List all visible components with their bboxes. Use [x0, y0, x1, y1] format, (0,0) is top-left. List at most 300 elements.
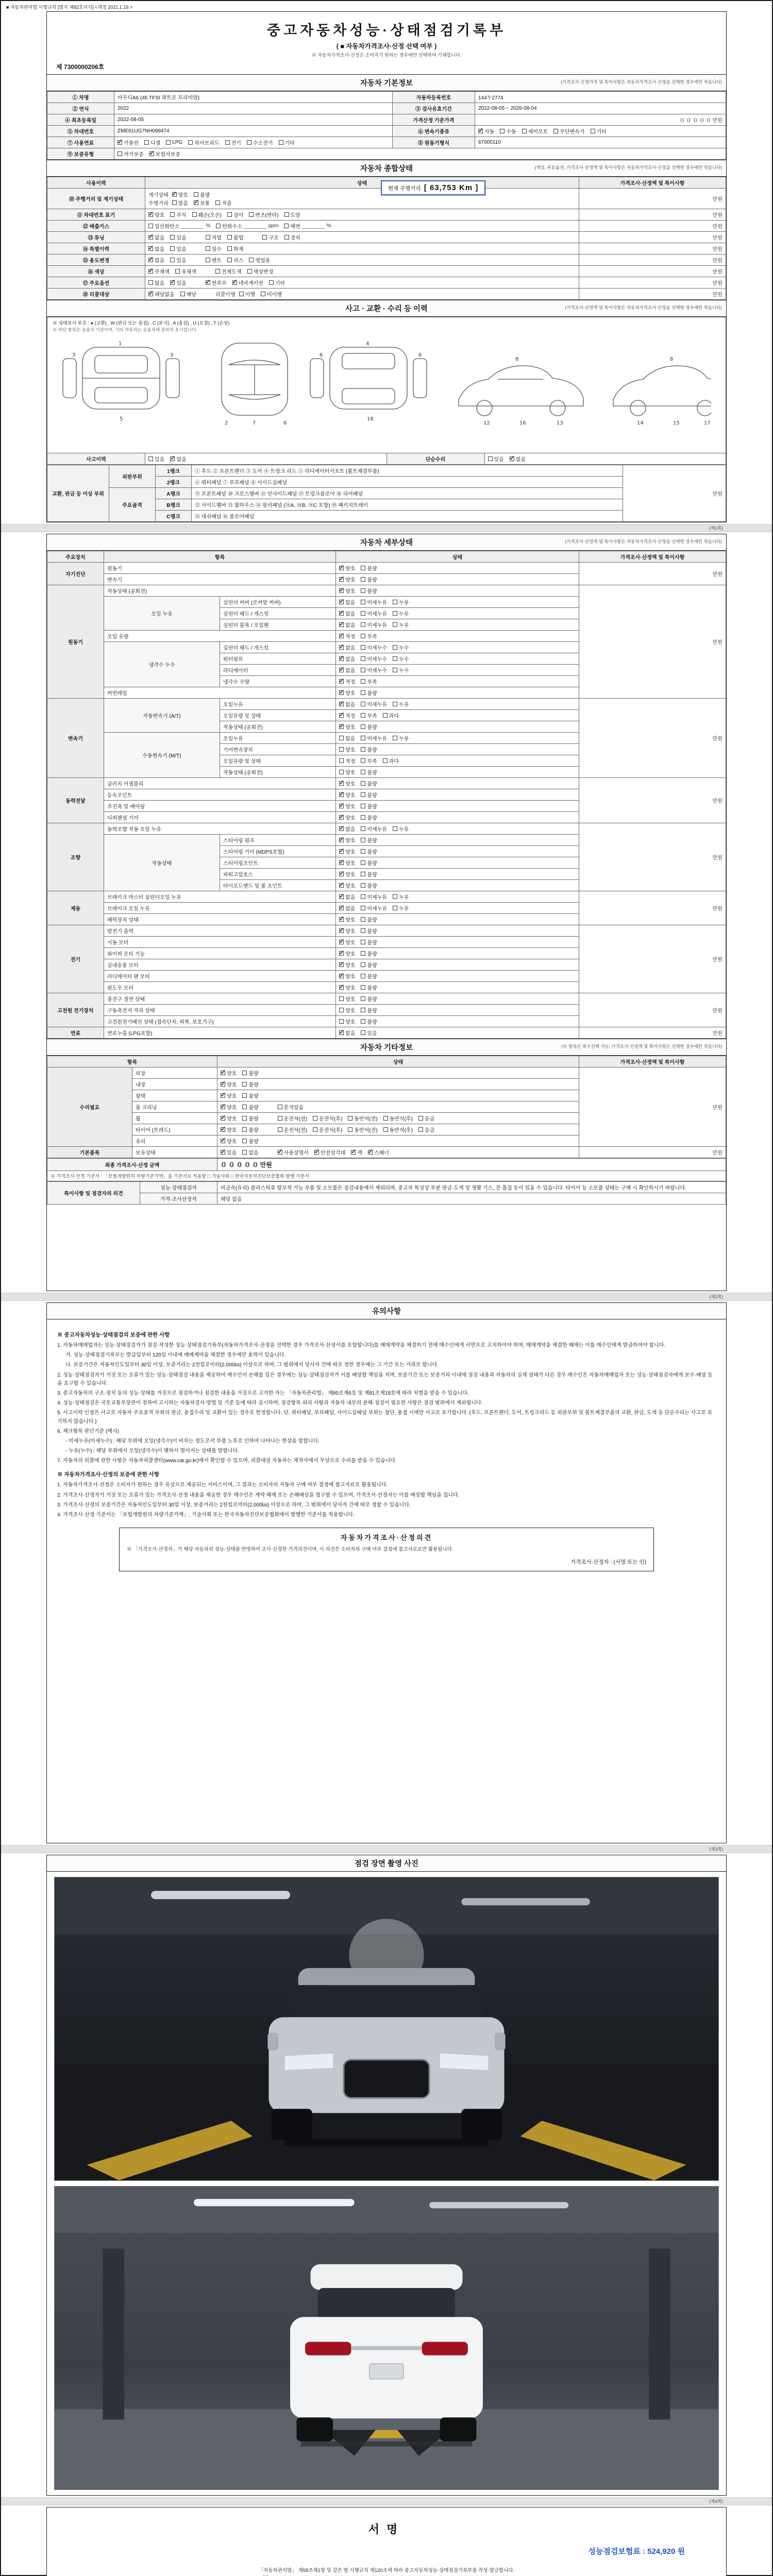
checkbox-option[interactable]: 불량 [361, 950, 377, 957]
checkbox-option[interactable]: 해당 [180, 290, 196, 298]
checkbox-icon[interactable] [339, 1008, 344, 1012]
checkbox-option[interactable]: 미세누유 [361, 825, 387, 833]
checkbox-icon[interactable] [393, 906, 397, 910]
checkbox-icon[interactable] [393, 668, 397, 672]
checkbox-checked-icon[interactable] [148, 258, 153, 262]
checkbox-checked-icon[interactable] [221, 1127, 225, 1132]
checkbox-icon[interactable] [284, 224, 289, 228]
checkbox-checked-icon[interactable] [339, 679, 344, 684]
checkbox-option[interactable]: 과다 [383, 711, 399, 719]
checkbox-icon[interactable] [383, 1127, 388, 1132]
checkbox-icon[interactable] [361, 951, 365, 956]
checkbox-icon[interactable] [361, 770, 365, 774]
checkbox-icon[interactable] [269, 280, 274, 285]
checkbox-checked-icon[interactable] [339, 713, 344, 718]
checkbox-icon[interactable] [279, 140, 283, 145]
checkbox-option[interactable]: ✓ 안전삼각대 [314, 1148, 345, 1156]
checkbox-option[interactable]: 미세누유 [361, 893, 387, 901]
checkbox-option[interactable]: ✓ 없음 [148, 245, 164, 252]
checkbox-icon[interactable] [361, 1019, 365, 1024]
checkbox-icon[interactable] [170, 258, 175, 262]
checkbox-icon[interactable] [247, 269, 252, 274]
checkbox-option[interactable]: 미세누수 [361, 643, 387, 651]
checkbox-option[interactable]: 불량 [242, 1137, 258, 1145]
checkbox-option[interactable]: 기타 [591, 127, 607, 135]
checkbox-option[interactable]: ✓ 양호 [339, 859, 355, 867]
checkbox-checked-icon[interactable] [339, 588, 344, 593]
checkbox-option[interactable]: 불량 [361, 882, 377, 889]
checkbox-icon[interactable] [215, 200, 220, 205]
checkbox-checked-icon[interactable] [314, 1150, 319, 1155]
checkbox-icon[interactable] [148, 280, 153, 285]
checkbox-option[interactable]: 미세누유 [361, 598, 387, 606]
checkbox-option[interactable]: 불법 [227, 233, 243, 241]
checkbox-option[interactable]: 불량 [361, 564, 377, 572]
checkbox-option[interactable]: ✓ 양호 [221, 1137, 237, 1145]
checkbox-option[interactable]: ✓ 양호 [339, 848, 355, 855]
checkbox-icon[interactable] [361, 668, 365, 672]
checkbox-icon[interactable] [361, 758, 365, 763]
checkbox-option[interactable]: ✓ 양호 [339, 836, 355, 844]
checkbox-checked-icon[interactable] [339, 611, 344, 616]
checkbox-option[interactable]: ✓ 양호 [339, 938, 355, 946]
checkbox-option[interactable]: 불량 [361, 814, 377, 821]
checkbox-icon[interactable] [249, 212, 254, 217]
checkbox-icon[interactable] [166, 140, 171, 145]
checkbox-icon[interactable] [361, 611, 365, 616]
checkbox-option[interactable]: ✓ 양호 [221, 1126, 237, 1133]
checkbox-checked-icon[interactable] [221, 1093, 225, 1098]
checkbox-icon[interactable] [361, 622, 365, 627]
checkbox-option[interactable]: ✓ 양호 [339, 927, 355, 935]
checkbox-checked-icon[interactable] [339, 860, 344, 865]
checkbox-option[interactable]: ✓ 없음 [510, 455, 526, 463]
checkbox-option[interactable]: 불량 [361, 972, 377, 980]
checkbox-checked-icon[interactable] [339, 917, 344, 922]
checkbox-icon[interactable] [361, 906, 365, 910]
checkbox-option[interactable]: 양호 [339, 995, 355, 1003]
checkbox-option[interactable]: ✓ 없음 [339, 700, 355, 708]
checkbox-icon[interactable] [361, 849, 365, 854]
checkbox-icon[interactable] [361, 690, 365, 695]
checkbox-icon[interactable] [348, 1127, 352, 1132]
checkbox-option[interactable]: 응급 [418, 1114, 434, 1122]
checkbox-option[interactable]: ✓ 양호 [221, 1092, 237, 1099]
checkbox-option[interactable]: ✓ 해당없음 [148, 290, 175, 298]
checkbox-option[interactable]: ✓ 보통 [194, 199, 210, 207]
checkbox-option[interactable]: ✓ 있음 [221, 1148, 237, 1156]
checkbox-checked-icon[interactable] [339, 826, 344, 831]
checkbox-icon[interactable] [361, 883, 365, 888]
checkbox-option[interactable]: 불량 [361, 575, 377, 583]
checkbox-option[interactable]: ✓ 없음 [339, 666, 355, 674]
checkbox-icon[interactable] [361, 679, 365, 684]
checkbox-icon[interactable] [361, 804, 365, 808]
checkbox-option[interactable]: 있음 [170, 245, 186, 252]
checkbox-icon[interactable] [239, 292, 244, 296]
checkbox-option[interactable]: 부족 [361, 711, 377, 719]
checkbox-checked-icon[interactable] [149, 151, 154, 156]
checkbox-option[interactable]: 색상변경 [247, 267, 274, 275]
checkbox-option[interactable]: 불량 [361, 587, 377, 595]
checkbox-option[interactable]: 이행 [239, 290, 255, 298]
checkbox-option[interactable]: 자가보증 [117, 150, 144, 158]
checkbox-option[interactable]: ✓ 양호 [172, 191, 188, 198]
checkbox-checked-icon[interactable] [339, 838, 344, 842]
checkbox-option[interactable]: ✓ 사용설명서 [278, 1148, 309, 1156]
checkbox-option[interactable]: 누유 [393, 621, 409, 629]
checkbox-checked-icon[interactable] [172, 192, 177, 197]
checkbox-icon[interactable] [361, 634, 365, 638]
checkbox-option[interactable]: ✓ 적정 [339, 677, 355, 685]
checkbox-option[interactable]: 있음 [170, 233, 186, 241]
checkbox-option[interactable]: 있음 [488, 455, 504, 463]
checkbox-option[interactable]: 동반석(후) [383, 1114, 413, 1122]
checkbox-option[interactable]: 누수 [393, 666, 409, 674]
checkbox-icon[interactable] [393, 894, 397, 899]
checkbox-option[interactable]: 불량 [361, 995, 377, 1003]
checkbox-icon[interactable] [361, 600, 365, 604]
checkbox-icon[interactable] [361, 917, 365, 922]
checkbox-option[interactable]: ✓ 양호 [221, 1114, 237, 1122]
checkbox-option[interactable]: ✓ 없음 [339, 904, 355, 912]
checkbox-option[interactable]: 과다 [383, 757, 399, 765]
checkbox-option[interactable]: ✓ 적정 [339, 632, 355, 640]
checkbox-checked-icon[interactable] [339, 962, 344, 967]
checkbox-option[interactable]: ✓ 없음 [170, 455, 186, 463]
checkbox-icon[interactable] [148, 456, 153, 461]
checkbox-checked-icon[interactable] [117, 140, 122, 145]
checkbox-icon[interactable] [418, 1127, 423, 1132]
checkbox-icon[interactable] [361, 577, 365, 582]
checkbox-option[interactable]: ✓ 없음 [339, 621, 355, 629]
checkbox-option[interactable]: ✓ 양호 [339, 564, 355, 572]
checkbox-checked-icon[interactable] [339, 792, 344, 797]
checkbox-icon[interactable] [242, 1082, 247, 1087]
checkbox-option[interactable]: ✓ 양호 [339, 984, 355, 991]
checkbox-icon[interactable] [522, 129, 527, 133]
checkbox-checked-icon[interactable] [339, 600, 344, 604]
checkbox-checked-icon[interactable] [221, 1082, 225, 1087]
checkbox-option[interactable]: 미세누수 [361, 666, 387, 674]
checkbox-checked-icon[interactable] [478, 129, 483, 133]
checkbox-icon[interactable] [172, 200, 177, 205]
checkbox-checked-icon[interactable] [351, 1150, 356, 1155]
checkbox-checked-icon[interactable] [339, 577, 344, 582]
checkbox-option[interactable]: 누수 [393, 655, 409, 663]
checkbox-option[interactable]: ✓ 양호 [339, 575, 355, 583]
checkbox-option[interactable]: 부족 [361, 677, 377, 685]
checkbox-icon[interactable] [170, 246, 175, 251]
checkbox-option[interactable]: ✓ 양호 [339, 802, 355, 810]
checkbox-option[interactable]: 기타 [279, 139, 295, 146]
checkbox-option[interactable]: 없음 [242, 1148, 258, 1156]
checkbox-option[interactable]: ✓ 양호 [339, 791, 355, 799]
checkbox-checked-icon[interactable] [339, 668, 344, 672]
checkbox-option[interactable]: 누수 [393, 643, 409, 651]
checkbox-icon[interactable] [278, 1116, 282, 1121]
checkbox-icon[interactable] [393, 600, 397, 604]
checkbox-icon[interactable] [249, 258, 254, 262]
checkbox-option[interactable]: 없음 [339, 734, 355, 742]
checkbox-icon[interactable] [361, 894, 365, 899]
checkbox-option[interactable]: 미세누유 [361, 904, 387, 912]
checkbox-option[interactable]: 상이 [227, 211, 243, 218]
checkbox-checked-icon[interactable] [339, 883, 344, 888]
checkbox-icon[interactable] [361, 736, 365, 740]
checkbox-option[interactable]: 불량 [361, 723, 377, 731]
checkbox-option[interactable]: ✓ 없음 [339, 893, 355, 901]
checkbox-checked-icon[interactable] [339, 872, 344, 876]
checkbox-checked-icon[interactable] [339, 702, 344, 706]
checkbox-option[interactable]: 영업용 [249, 256, 270, 264]
checkbox-option[interactable]: 수소전기 [247, 139, 273, 146]
checkbox-option[interactable]: 불량 [361, 916, 377, 923]
checkbox-icon[interactable] [188, 140, 193, 145]
checkbox-option[interactable]: 누유 [393, 734, 409, 742]
checkbox-checked-icon[interactable] [339, 724, 344, 729]
checkbox-option[interactable]: 양호 [339, 745, 355, 753]
checkbox-option[interactable]: ✓ 양호 [339, 779, 355, 787]
checkbox-option[interactable]: 하이브리드 [188, 139, 219, 146]
checkbox-option[interactable]: ✓ 가솔린 [117, 139, 139, 146]
checkbox-option[interactable]: ✓ 적정 [339, 711, 355, 719]
checkbox-icon[interactable] [313, 1127, 317, 1132]
checkbox-option[interactable]: 불량 [361, 848, 377, 855]
checkbox-option[interactable]: ✓ 없음 [339, 1029, 355, 1037]
checkbox-icon[interactable] [242, 1116, 247, 1121]
checkbox-option[interactable]: 양호 [339, 1018, 355, 1025]
checkbox-option[interactable]: 불량 [242, 1069, 258, 1077]
checkbox-option[interactable]: 누유 [393, 825, 409, 833]
checkbox-checked-icon[interactable] [148, 235, 153, 240]
checkbox-icon[interactable] [393, 622, 397, 627]
checkbox-icon[interactable] [227, 258, 232, 262]
checkbox-option[interactable]: 불량 [361, 1006, 377, 1014]
checkbox-checked-icon[interactable] [339, 634, 344, 638]
checkbox-option[interactable]: 구조 [262, 233, 278, 241]
checkbox-option[interactable]: 훼손(오손) [192, 211, 222, 218]
checkbox-checked-icon[interactable] [339, 1030, 344, 1035]
checkbox-icon[interactable] [361, 781, 365, 786]
checkbox-icon[interactable] [339, 758, 344, 763]
checkbox-option[interactable]: 탄화수소 ppm [216, 222, 278, 230]
checkbox-option[interactable]: 도말 [284, 211, 300, 218]
checkbox-checked-icon[interactable] [339, 985, 344, 990]
checkbox-checked-icon[interactable] [339, 849, 344, 854]
checkbox-icon[interactable] [361, 962, 365, 967]
checkbox-icon[interactable] [361, 702, 365, 706]
checkbox-icon[interactable] [393, 736, 397, 740]
checkbox-checked-icon[interactable] [148, 269, 153, 274]
checkbox-checked-icon[interactable] [339, 815, 344, 820]
checkbox-option[interactable]: 전체도색 [215, 267, 242, 275]
checkbox-option[interactable]: 누유 [393, 904, 409, 912]
checkbox-icon[interactable] [313, 1116, 317, 1121]
checkbox-option[interactable]: 불량 [361, 836, 377, 844]
checkbox-icon[interactable] [393, 645, 397, 650]
checkbox-checked-icon[interactable] [170, 456, 175, 461]
checkbox-checked-icon[interactable] [339, 690, 344, 695]
checkbox-option[interactable]: 운전석(전) [278, 1114, 307, 1122]
checkbox-option[interactable]: 불량 [361, 961, 377, 969]
checkbox-checked-icon[interactable] [339, 656, 344, 661]
value-field[interactable] [244, 224, 266, 229]
checkbox-checked-icon[interactable] [148, 292, 153, 296]
checkbox-icon[interactable] [500, 129, 505, 133]
checkbox-icon[interactable] [393, 611, 397, 616]
checkbox-option[interactable]: 응급 [418, 1126, 434, 1133]
checkbox-option[interactable]: 부족 [361, 632, 377, 640]
checkbox-option[interactable]: ✓ 썬루프 [206, 279, 227, 286]
checkbox-option[interactable]: 운전석(전) [278, 1126, 307, 1133]
checkbox-option[interactable]: 양호 [339, 768, 355, 776]
checkbox-icon[interactable] [361, 860, 365, 865]
checkbox-icon[interactable] [393, 656, 397, 661]
checkbox-option[interactable]: 미세누유 [361, 700, 387, 708]
checkbox-checked-icon[interactable] [339, 622, 344, 627]
checkbox-icon[interactable] [192, 212, 197, 217]
checkbox-option[interactable]: 적음 [215, 199, 231, 207]
checkbox-icon[interactable] [361, 713, 365, 718]
checkbox-icon[interactable] [242, 1093, 247, 1098]
checkbox-icon[interactable] [261, 292, 265, 296]
checkbox-checked-icon[interactable] [339, 974, 344, 978]
checkbox-option[interactable]: 불량 [194, 191, 210, 198]
checkbox-icon[interactable] [242, 1071, 247, 1075]
checkbox-icon[interactable] [361, 645, 365, 650]
checkbox-icon[interactable] [278, 1127, 282, 1132]
checkbox-icon[interactable] [488, 456, 493, 461]
checkbox-icon[interactable] [206, 258, 210, 262]
checkbox-option[interactable]: ✓ 네비게이션 [232, 279, 263, 286]
checkbox-option[interactable]: 무단변속기 [553, 127, 584, 135]
checkbox-option[interactable]: 적법 [206, 233, 222, 241]
checkbox-checked-icon[interactable] [221, 1150, 225, 1155]
checkbox-icon[interactable] [170, 235, 175, 240]
checkbox-icon[interactable] [262, 235, 267, 240]
checkbox-option[interactable]: 디젤 [144, 139, 160, 146]
checkbox-option[interactable]: 불량 [361, 938, 377, 946]
checkbox-icon[interactable] [361, 940, 365, 944]
checkbox-option[interactable]: LPG [166, 140, 182, 145]
checkbox-option[interactable]: 없음 [148, 279, 164, 286]
checkbox-icon[interactable] [361, 974, 365, 978]
checkbox-checked-icon[interactable] [339, 906, 344, 910]
checkbox-icon[interactable] [194, 192, 198, 197]
checkbox-option[interactable]: 불량 [242, 1103, 258, 1111]
checkbox-option[interactable]: ✓ 없음 [339, 643, 355, 651]
checkbox-icon[interactable] [361, 1008, 365, 1012]
checkbox-icon[interactable] [339, 996, 344, 1001]
checkbox-icon[interactable] [225, 140, 230, 145]
checkbox-option[interactable]: 불량 [361, 1018, 377, 1025]
checkbox-checked-icon[interactable] [221, 1116, 225, 1121]
checkbox-option[interactable]: 운전석(후) [313, 1126, 342, 1133]
checkbox-option[interactable]: 누유 [393, 598, 409, 606]
checkbox-icon[interactable] [180, 292, 185, 296]
checkbox-option[interactable]: 부식 [170, 211, 186, 218]
checkbox-checked-icon[interactable] [221, 1139, 225, 1143]
checkbox-checked-icon[interactable] [339, 928, 344, 933]
checkbox-option[interactable]: 미세누유 [361, 621, 387, 629]
checkbox-checked-icon[interactable] [339, 645, 344, 650]
checkbox-icon[interactable] [247, 140, 251, 145]
checkbox-icon[interactable] [339, 770, 344, 774]
checkbox-icon[interactable] [393, 826, 397, 831]
checkbox-option[interactable]: ✓ 양호 [339, 950, 355, 957]
checkbox-option[interactable]: 불량 [361, 745, 377, 753]
checkbox-option[interactable]: ✓ 없음 [339, 598, 355, 606]
checkbox-icon[interactable] [242, 1150, 247, 1155]
checkbox-option[interactable]: ✓ 잭 [351, 1148, 362, 1156]
checkbox-icon[interactable] [591, 129, 595, 133]
checkbox-option[interactable]: 누유 [393, 893, 409, 901]
checkbox-option[interactable]: 미세누유 [361, 734, 387, 742]
checkbox-icon[interactable] [215, 269, 220, 274]
checkbox-option[interactable]: 화재 [227, 245, 243, 252]
checkbox-icon[interactable] [144, 140, 149, 145]
checkbox-option[interactable]: 많음 [172, 199, 188, 207]
checkbox-option[interactable]: ✓ 양호 [339, 916, 355, 923]
checkbox-checked-icon[interactable] [368, 1150, 373, 1155]
checkbox-icon[interactable] [148, 224, 153, 228]
checkbox-option[interactable]: ✓ 양호 [339, 587, 355, 595]
checkbox-icon[interactable] [227, 235, 232, 240]
checkbox-option[interactable]: 불량 [361, 984, 377, 991]
checkbox-icon[interactable] [361, 792, 365, 797]
checkbox-option[interactable]: ✓ 양호 [339, 814, 355, 821]
checkbox-option[interactable]: 불량 [361, 689, 377, 697]
checkbox-option[interactable]: ✓ 양호 [221, 1080, 237, 1088]
checkbox-option[interactable]: 동반석(전) [348, 1126, 377, 1133]
checkbox-checked-icon[interactable] [278, 1150, 282, 1155]
checkbox-option[interactable]: 적정 [339, 757, 355, 765]
checkbox-option[interactable]: 있음 [170, 256, 186, 264]
checkbox-option[interactable]: 장치 [284, 233, 300, 241]
checkbox-icon[interactable] [361, 1030, 365, 1035]
checkbox-icon[interactable] [348, 1116, 352, 1121]
checkbox-checked-icon[interactable] [339, 940, 344, 944]
checkbox-checked-icon[interactable] [339, 566, 344, 570]
checkbox-checked-icon[interactable] [148, 246, 153, 251]
checkbox-option[interactable]: 불량 [242, 1126, 258, 1133]
checkbox-option[interactable]: 침수 [206, 245, 222, 252]
checkbox-checked-icon[interactable] [148, 212, 153, 217]
checkbox-icon[interactable] [553, 129, 558, 133]
checkbox-icon[interactable] [170, 212, 175, 217]
checkbox-option[interactable]: 불량 [361, 927, 377, 935]
checkbox-icon[interactable] [278, 1105, 282, 1109]
checkbox-option[interactable]: ✓ 양호 [339, 723, 355, 731]
checkbox-option[interactable]: 불량 [361, 859, 377, 867]
checkbox-icon[interactable] [284, 212, 289, 217]
checkbox-option[interactable]: 매연 % [284, 222, 331, 230]
checkbox-icon[interactable] [117, 151, 122, 156]
checkbox-option[interactable]: ✓ 보험사보증 [149, 150, 180, 158]
checkbox-icon[interactable] [361, 566, 365, 570]
checkbox-checked-icon[interactable] [510, 456, 514, 461]
checkbox-checked-icon[interactable] [339, 781, 344, 786]
checkbox-option[interactable]: 부족 [361, 757, 377, 765]
checkbox-option[interactable]: 세미오토 [522, 127, 548, 135]
checkbox-option[interactable]: 누유 [393, 700, 409, 708]
checkbox-option[interactable]: 미세누유 [361, 609, 387, 617]
checkbox-icon[interactable] [206, 246, 210, 251]
checkbox-option[interactable]: 누유 [393, 609, 409, 617]
checkbox-option[interactable]: 기타 [269, 279, 285, 286]
checkbox-option[interactable]: 불량 [361, 779, 377, 787]
